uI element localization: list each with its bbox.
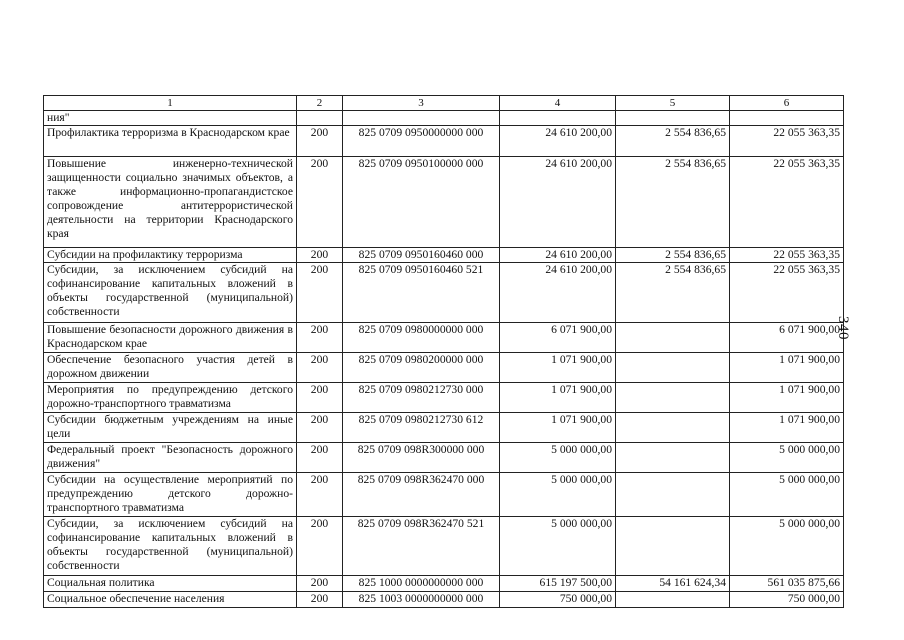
- column-header: 3: [343, 96, 500, 111]
- row-amount-planned: 1 071 900,00: [500, 413, 616, 443]
- table-row: [44, 126, 844, 157]
- row-amount-remaining: 5 000 000,00: [730, 517, 844, 576]
- row-name: Субсидии, за исключением субсидий на софинансирование капитальных вложений в объекты государственной (муниципальной) собственности: [44, 263, 297, 323]
- column-number-row: [44, 96, 844, 111]
- row-amount-executed: [616, 517, 730, 576]
- row-amount-planned: 24 610 200,00: [500, 157, 616, 248]
- row-budget-code: 825 0709 0980212730 000: [343, 383, 500, 413]
- row-budget-code: 825 0709 098R362470 521: [343, 517, 500, 576]
- row-amount-executed: [616, 383, 730, 413]
- row-amount-planned: [500, 111, 616, 126]
- row-name: Социальное обеспечение населения: [44, 592, 297, 608]
- row-amount-planned: 615 197 500,00: [500, 576, 616, 592]
- row-amount-planned: 1 071 900,00: [500, 383, 616, 413]
- row-amount-remaining: 750 000,00: [730, 592, 844, 608]
- row-amount-executed: [616, 353, 730, 383]
- row-amount-planned: 750 000,00: [500, 592, 616, 608]
- row-code-rz: 200: [297, 592, 343, 608]
- row-code-rz: 200: [297, 323, 343, 353]
- row-budget-code: 825 0709 0950160460 000: [343, 248, 500, 263]
- row-amount-remaining: 5 000 000,00: [730, 443, 844, 473]
- table-row: [44, 263, 844, 323]
- row-name: Обеспечение безопасного участия детей в дорожном движении: [44, 353, 297, 383]
- row-budget-code: 825 0709 0950160460 521: [343, 263, 500, 323]
- column-header: 4: [500, 96, 616, 111]
- row-code-rz: 200: [297, 383, 343, 413]
- row-budget-code: 825 0709 0980200000 000: [343, 353, 500, 383]
- row-code-rz: 200: [297, 517, 343, 576]
- row-amount-remaining: 6 071 900,00: [730, 323, 844, 353]
- row-budget-code: [343, 111, 500, 126]
- table-row: [44, 157, 844, 248]
- row-name: Субсидии, за исключением субсидий на софинансирование капитальных вложений в объекты государственной (муниципальной) собственности: [44, 517, 297, 576]
- row-budget-code: 825 0709 0980212730 612: [343, 413, 500, 443]
- row-name: Профилактика терроризма в Краснодарском крае: [44, 126, 297, 157]
- row-amount-planned: 5 000 000,00: [500, 443, 616, 473]
- row-name: Субсидии на осуществление мероприятий по предупреждению детского дорожно-транспортного травматизма: [44, 473, 297, 517]
- row-name: Субсидии бюджетным учреждениям на иные цели: [44, 413, 297, 443]
- row-amount-executed: 2 554 836,65: [616, 263, 730, 323]
- page-number: 340: [835, 316, 851, 340]
- row-code-rz: 200: [297, 353, 343, 383]
- table-row: [44, 517, 844, 576]
- row-amount-remaining: 5 000 000,00: [730, 473, 844, 517]
- row-amount-executed: 2 554 836,65: [616, 248, 730, 263]
- row-code-rz: 200: [297, 157, 343, 248]
- row-amount-remaining: 1 071 900,00: [730, 383, 844, 413]
- column-header: 2: [297, 96, 343, 111]
- row-amount-executed: [616, 111, 730, 126]
- budget-table: [43, 95, 844, 608]
- row-budget-code: 825 0709 0950100000 000: [343, 157, 500, 248]
- row-amount-planned: 1 071 900,00: [500, 353, 616, 383]
- column-header: 1: [44, 96, 297, 111]
- table-row: [44, 383, 844, 413]
- row-name: Повышение инженерно-технической защищенности социально значимых объектов, а также информационно-пропагандистское сопровождение антитеррористической деятельности на территории Краснодарского края: [44, 157, 297, 248]
- row-amount-executed: [616, 443, 730, 473]
- row-code-rz: 200: [297, 248, 343, 263]
- row-amount-planned: 24 610 200,00: [500, 263, 616, 323]
- row-code-rz: 200: [297, 413, 343, 443]
- table-row: [44, 576, 844, 592]
- row-amount-remaining: 22 055 363,35: [730, 157, 844, 248]
- row-amount-executed: [616, 473, 730, 517]
- row-code-rz: [297, 111, 343, 126]
- row-amount-remaining: 22 055 363,35: [730, 126, 844, 157]
- row-budget-code: 825 0709 0950000000 000: [343, 126, 500, 157]
- row-name: Федеральный проект "Безопасность дорожного движения": [44, 443, 297, 473]
- row-budget-code: 825 0709 0980000000 000: [343, 323, 500, 353]
- row-amount-planned: 5 000 000,00: [500, 473, 616, 517]
- row-budget-code: 825 0709 098R362470 000: [343, 473, 500, 517]
- row-amount-remaining: 561 035 875,66: [730, 576, 844, 592]
- row-amount-executed: [616, 323, 730, 353]
- row-name: Социальная политика: [44, 576, 297, 592]
- row-amount-remaining: [730, 111, 844, 126]
- table-row: [44, 413, 844, 443]
- row-amount-planned: 5 000 000,00: [500, 517, 616, 576]
- row-code-rz: 200: [297, 126, 343, 157]
- table-row: [44, 353, 844, 383]
- row-amount-remaining: 1 071 900,00: [730, 353, 844, 383]
- row-code-rz: 200: [297, 263, 343, 323]
- row-name: Мероприятия по предупреждению детского дорожно-транспортного травматизма: [44, 383, 297, 413]
- row-budget-code: 825 0709 098R300000 000: [343, 443, 500, 473]
- row-name: Повышение безопасности дорожного движения в Краснодарском крае: [44, 323, 297, 353]
- table-row: [44, 111, 844, 126]
- row-amount-planned: 24 610 200,00: [500, 126, 616, 157]
- row-name: ния": [44, 111, 297, 126]
- row-amount-executed: [616, 413, 730, 443]
- row-amount-remaining: 1 071 900,00: [730, 413, 844, 443]
- column-header: 5: [616, 96, 730, 111]
- table-row: [44, 443, 844, 473]
- row-budget-code: 825 1000 0000000000 000: [343, 576, 500, 592]
- row-amount-planned: 6 071 900,00: [500, 323, 616, 353]
- row-code-rz: 200: [297, 473, 343, 517]
- row-amount-executed: 2 554 836,65: [616, 157, 730, 248]
- table-row: [44, 473, 844, 517]
- row-name: Субсидии на профилактику терроризма: [44, 248, 297, 263]
- column-header: 6: [730, 96, 844, 111]
- table-row: [44, 323, 844, 353]
- row-amount-remaining: 22 055 363,35: [730, 263, 844, 323]
- row-amount-executed: 54 161 624,34: [616, 576, 730, 592]
- row-code-rz: 200: [297, 443, 343, 473]
- row-budget-code: 825 1003 0000000000 000: [343, 592, 500, 608]
- row-amount-remaining: 22 055 363,35: [730, 248, 844, 263]
- row-amount-planned: 24 610 200,00: [500, 248, 616, 263]
- row-amount-executed: 2 554 836,65: [616, 126, 730, 157]
- row-code-rz: 200: [297, 576, 343, 592]
- row-amount-executed: [616, 592, 730, 608]
- table-row: [44, 248, 844, 263]
- table-row: [44, 592, 844, 608]
